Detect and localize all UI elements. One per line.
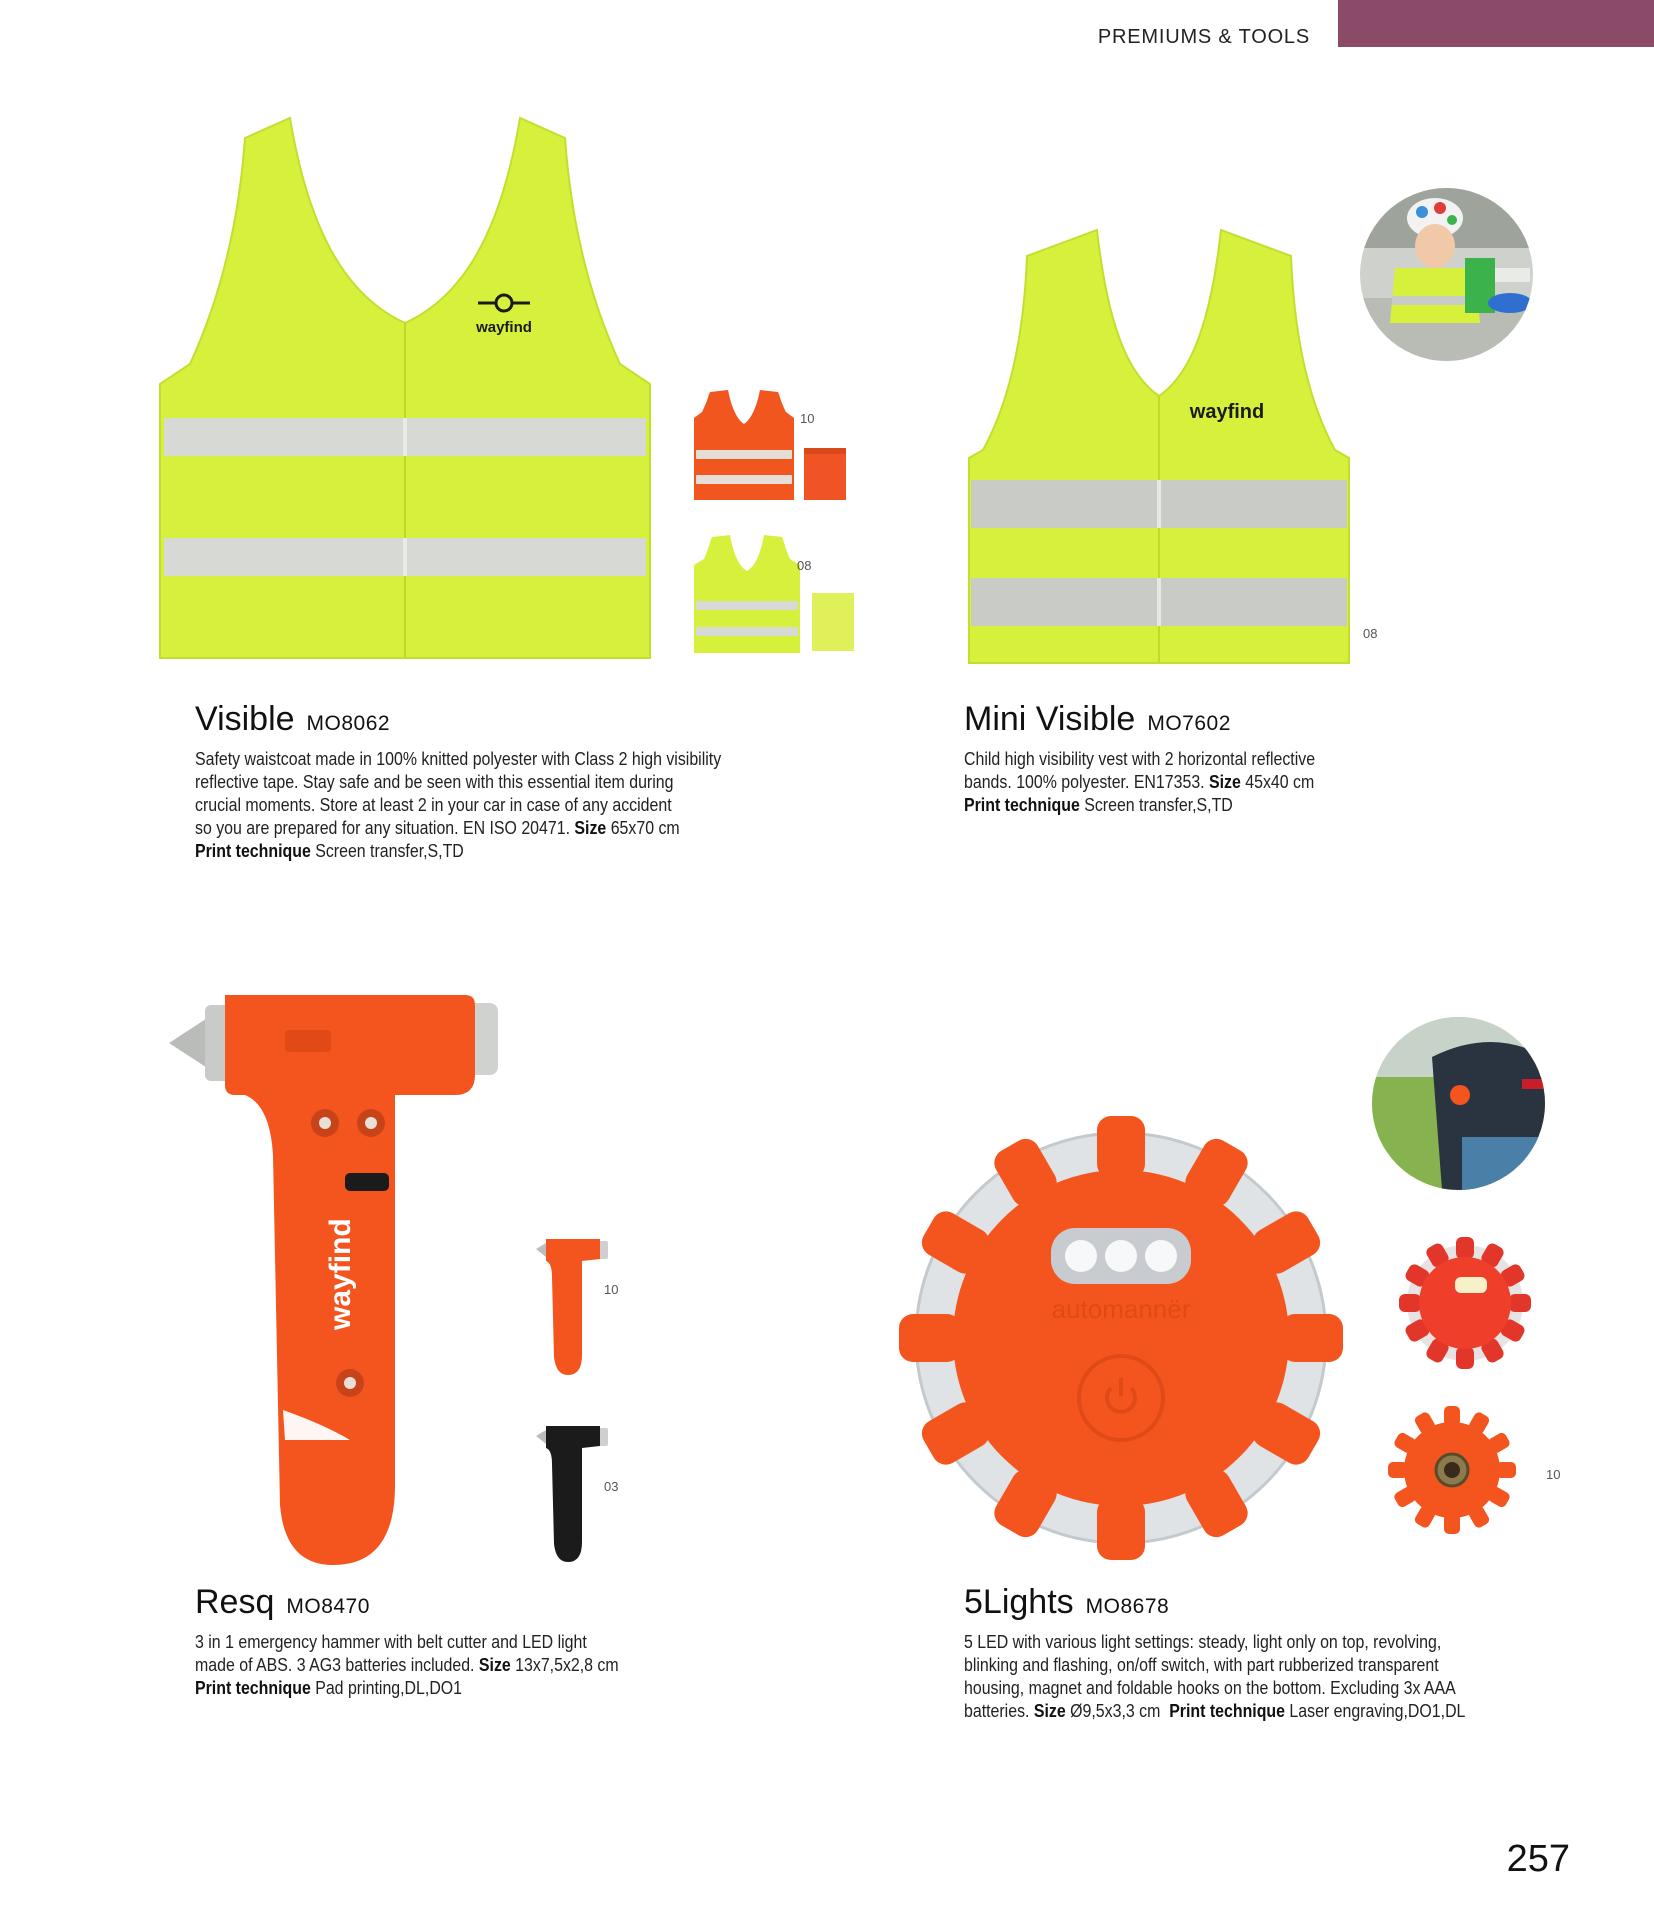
page-number: 257 — [1506, 1838, 1570, 1880]
resq-name: Resq — [195, 1583, 275, 1621]
mini-visible-name: Mini Visible — [964, 700, 1136, 738]
5lights-title — [964, 1583, 1169, 1622]
resq-variant-label-black: 03 — [604, 1479, 619, 1494]
section-color-bar — [1338, 0, 1654, 47]
5lights-print-value: Laser engraving,DO1,DL — [1289, 1700, 1466, 1721]
resq-description — [195, 1630, 728, 1699]
mini-visible-lifestyle-photo — [1360, 188, 1533, 361]
resq-size-label: Size — [478, 1654, 511, 1675]
5lights-description — [964, 1630, 1497, 1722]
mini-visible-code: MO7602 — [1147, 712, 1231, 735]
visible-variant-label-orange: 10 — [800, 411, 815, 426]
visible-desc-line: Safety waistcoat made in 100% knitted polyester with Class 2 high visibility — [195, 748, 722, 769]
5lights-beacon-image — [905, 1110, 1345, 1570]
visible-title — [195, 700, 390, 739]
5lights-print-label: Print technique — [1169, 1700, 1285, 1721]
visible-variant-orange-image — [690, 390, 850, 505]
5lights-size-value: Ø9,5x3,3 cm — [1070, 1700, 1161, 1721]
5lights-desc-line: batteries. — [964, 1700, 1030, 1721]
resq-print-label: Print technique — [195, 1677, 311, 1698]
5lights-variant-bottom-image — [1390, 1405, 1515, 1535]
mini-visible-title — [964, 700, 1231, 739]
5lights-logo-text: automannër — [1051, 1294, 1191, 1324]
visible-code: MO8062 — [306, 712, 391, 735]
5lights-desc-line: blinking and flashing, on/off switch, with part rubberized transparent — [964, 1654, 1439, 1675]
mini-visible-size-label: Size — [1209, 771, 1241, 792]
mini-visible-size-value: 45x40 cm — [1245, 771, 1315, 792]
visible-desc-line: reflective tape. Stay safe and be seen with this essential item during — [195, 771, 674, 792]
resq-desc-line: made of ABS. 3 AG3 batteries included. — [195, 1654, 475, 1675]
visible-print-value: Screen transfer,S,TD — [315, 840, 464, 861]
resq-logo-text: wayfind — [324, 1218, 357, 1330]
mini-visible-desc-line: bands. 100% polyester. EN17353. — [964, 771, 1205, 792]
visible-print-label: Print technique — [195, 840, 311, 861]
5lights-name: 5Lights — [964, 1583, 1074, 1621]
resq-desc-line: 3 in 1 emergency hammer with belt cutter and LED light — [195, 1631, 587, 1652]
mini-visible-print-label: Print technique — [964, 794, 1080, 815]
mini-visible-logo-text: wayfind — [1189, 401, 1265, 423]
visible-variant-label-yellow: 08 — [797, 558, 812, 573]
visible-size-value: 65x70 cm — [610, 817, 680, 838]
resq-variant-black-image — [532, 1424, 612, 1564]
resq-title — [195, 1583, 370, 1622]
5lights-size-label: Size — [1033, 1700, 1066, 1721]
resq-variant-label-orange: 10 — [604, 1282, 619, 1297]
visible-vest-image — [160, 118, 660, 668]
visible-desc-line: so you are prepared for any situation. EN ISO 20471. — [195, 817, 571, 838]
5lights-variant-label: 10 — [1546, 1467, 1561, 1482]
section-title: PREMIUMS & TOOLS — [1097, 26, 1310, 48]
resq-size-value: 13x7,5x2,8 cm — [515, 1654, 619, 1675]
resq-print-value: Pad printing,DL,DO1 — [315, 1677, 463, 1698]
visible-variant-yellow-image — [690, 535, 860, 655]
mini-visible-print-value: Screen transfer,S,TD — [1084, 794, 1233, 815]
5lights-variant-lit-image — [1403, 1235, 1528, 1370]
5lights-desc-line: 5 LED with various light settings: steady, light only on top, revolving, — [964, 1631, 1442, 1652]
5lights-code: MO8678 — [1085, 1595, 1170, 1618]
visible-name: Visible — [195, 700, 295, 738]
visible-size-label: Size — [574, 817, 607, 838]
mini-visible-desc-line: Child high visibility vest with 2 horizontal reflective — [964, 748, 1316, 769]
mini-visible-variant-label: 08 — [1363, 626, 1378, 641]
visible-vest-logo-text: wayfind — [476, 319, 532, 336]
5lights-desc-line: housing, magnet and foldable hooks on the bottom. Excluding 3x AAA — [964, 1677, 1456, 1698]
resq-code: MO8470 — [286, 1595, 370, 1618]
mini-visible-description — [964, 747, 1497, 816]
5lights-lifestyle-photo — [1372, 1017, 1545, 1190]
resq-variant-orange-image — [532, 1237, 612, 1377]
visible-description — [195, 747, 728, 862]
visible-desc-line: crucial moments. Store at least 2 in your car in case of any accident — [195, 794, 672, 815]
resq-hammer-image — [165, 985, 515, 1585]
mini-visible-vest-image — [965, 228, 1355, 668]
